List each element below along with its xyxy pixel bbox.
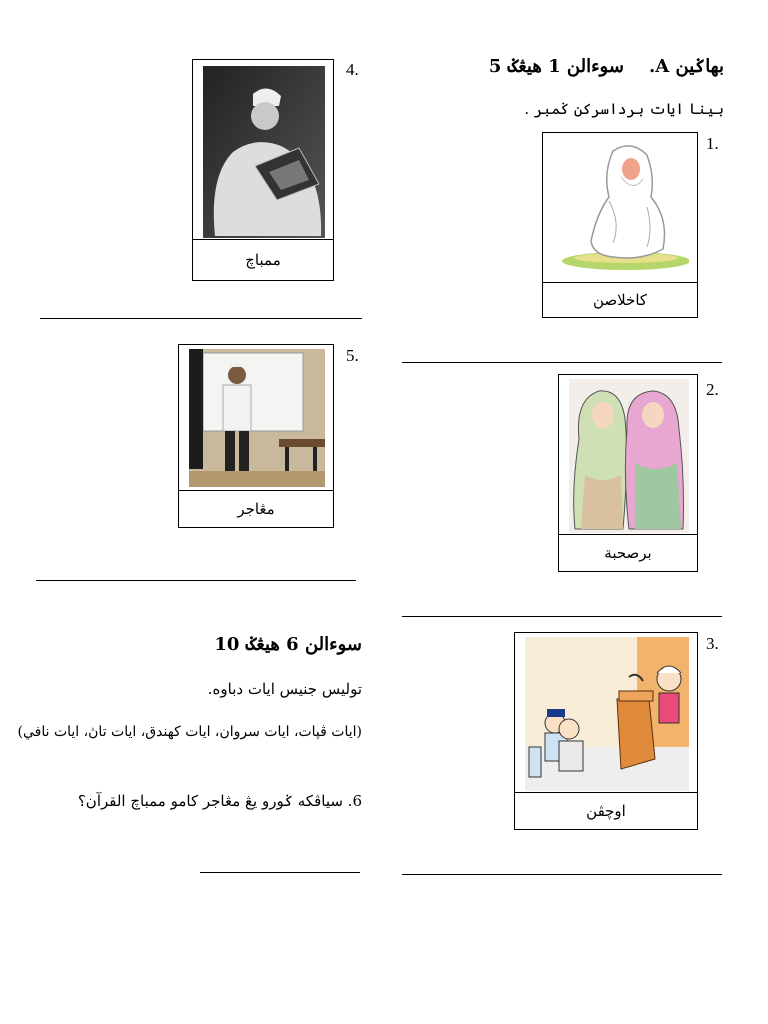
picture-card-3 <box>514 632 698 830</box>
answer-line-2 <box>402 616 722 617</box>
answer-line-3 <box>402 874 722 875</box>
caption-5: مڠاجر <box>179 490 333 527</box>
question-6-text: 6. سياڤکه ݢورو يڠ مڠاجر کامو ممباچ القرآن؟ <box>77 792 362 810</box>
item-number-1: 1. <box>706 134 719 153</box>
answer-line-5 <box>36 580 356 581</box>
answer-line-1 <box>402 362 722 363</box>
instruction-text: بينا ايات برداسرکن ݢمبر . <box>524 100 724 118</box>
question-range-label: سوءالن 1 هيڠݢ 5 <box>488 56 624 77</box>
item-number-2: 2. <box>706 380 719 399</box>
picture-card-4 <box>192 59 334 281</box>
section-a-header <box>424 56 724 77</box>
item-number-3: 3. <box>706 634 719 653</box>
section-b-instruction: توليس جنيس ايات دباوه. <box>207 680 362 698</box>
teacher-classroom-photo <box>189 349 325 487</box>
picture-card-2 <box>558 374 698 572</box>
answer-line-4 <box>40 318 362 319</box>
caption-2: برصحبة <box>559 534 697 571</box>
section-heading: بهاݢين A. <box>649 56 724 77</box>
praying-girl-illustration <box>551 137 689 281</box>
speech-illustration <box>525 637 689 791</box>
picture-card-1 <box>542 132 698 318</box>
item-number-5: 5. <box>346 346 359 365</box>
picture-card-5 <box>178 344 334 528</box>
boy-reading-quran-photo <box>203 66 325 238</box>
item-number-4: 4. <box>346 60 359 79</box>
sentence-type-options: (ايات ڤڽات، ايات سروان، ايات کهندق، ايات تاڽ، ايات نافي) <box>17 724 362 740</box>
caption-1: کاخلاصن <box>543 282 697 317</box>
answer-line-6 <box>200 872 360 873</box>
caption-4: ممباچ <box>193 239 333 280</box>
section-b-label: سوءالن 6 هيڠݢ 10 <box>214 634 362 655</box>
two-girls-illustration <box>569 379 689 533</box>
caption-3: اوچڤن <box>515 792 697 829</box>
